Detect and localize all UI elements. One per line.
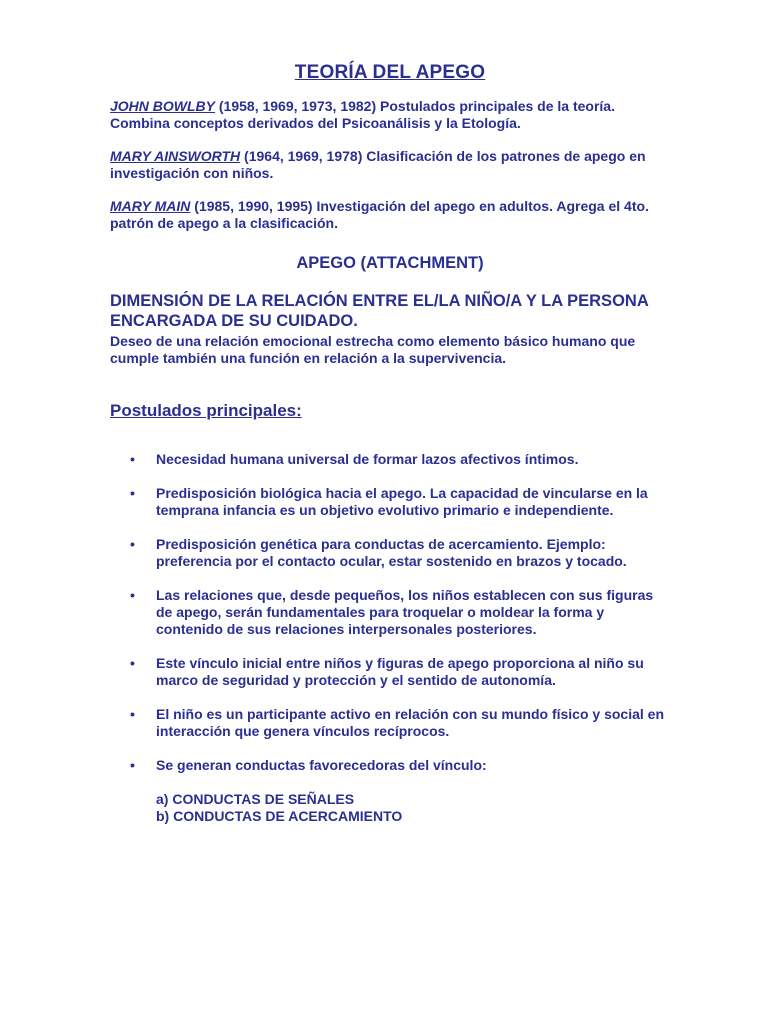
list-item-text: El niño es un participante activo en relación con su mundo físico y social en interacción que genera vínculos recíprocos.	[156, 706, 665, 739]
bullet-icon: •	[130, 451, 135, 467]
list-item	[110, 587, 670, 638]
author-name: MARY MAIN	[110, 198, 191, 214]
dimension-description: Deseo de una relación emocional estrecha como elemento básico humano que cumple también una función en relación a la supervivencia.	[110, 333, 636, 366]
list-item	[110, 451, 670, 468]
list-item-text: Predisposición genética para conductas de acercamiento. Ejemplo: preferencia por el contacto ocular, estar sostenido en brazos y tocado.	[156, 536, 627, 569]
author-entry-bowlby	[110, 98, 670, 132]
bullet-icon: •	[130, 706, 135, 722]
list-item	[110, 485, 670, 519]
bullet-icon: •	[130, 536, 135, 552]
author-name: JOHN BOWLBY	[110, 98, 215, 114]
author-description: (1964, 1969, 1978) Clasificación de los patrones de apego en investigación con niños.	[110, 148, 646, 181]
list-item	[110, 706, 670, 740]
document-page	[110, 62, 670, 825]
conducta-item: a) CONDUCTAS DE SEÑALES	[156, 791, 355, 807]
list-item-text: Este vínculo inicial entre niños y figuras de apego proporciona al niño su marco de seguridad y protección y el sentido de autonomía.	[156, 655, 644, 688]
list-item-text: Predisposición biológica hacia el apego. La capacidad de vincularse en la temprana infancia es un objetivo evolutivo primario e independiente.	[156, 485, 648, 518]
bullet-icon: •	[130, 587, 135, 603]
list-item	[110, 757, 670, 774]
author-entry-main	[110, 198, 670, 232]
author-name: MARY AINSWORTH	[110, 148, 241, 164]
document-title: TEORÍA DEL APEGO	[294, 62, 486, 83]
list-item-text: Se generan conductas favorecedoras del vínculo:	[156, 757, 487, 773]
list-item	[110, 655, 670, 689]
postulados-heading: Postulados principales:	[110, 401, 302, 420]
list-item	[110, 536, 670, 570]
bullet-icon: •	[130, 757, 135, 773]
conductas-list	[156, 791, 670, 825]
bullet-icon: •	[130, 485, 135, 501]
list-item-text: Necesidad humana universal de formar lazos afectivos íntimos.	[156, 451, 579, 467]
conducta-item: b) CONDUCTAS DE ACERCAMIENTO	[156, 808, 403, 824]
section-subtitle: APEGO (ATTACHMENT)	[296, 254, 484, 272]
author-description: (1985, 1990, 1995) Investigación del apego en adultos. Agrega el 4to. patrón de apego a la clasificación.	[110, 198, 649, 231]
list-item-text: Las relaciones que, desde pequeños, los niños establecen con sus figuras de apego, serán fundamentales para troquelar o moldear la forma y contenido de sus relaciones interpersonales posteriores.	[156, 587, 654, 637]
author-entry-ainsworth	[110, 148, 670, 182]
author-description: (1958, 1969, 1973, 1982) Postulados principales de la teoría. Combina conceptos derivados del Psicoanálisis y la Etología.	[110, 98, 615, 131]
bullet-icon: •	[130, 655, 135, 671]
postulados-list	[110, 451, 670, 774]
dimension-statement: DIMENSIÓN DE LA RELACIÓN ENTRE EL/LA NIÑO/A Y LA PERSONA ENCARGADA DE SU CUIDADO.	[110, 292, 649, 330]
